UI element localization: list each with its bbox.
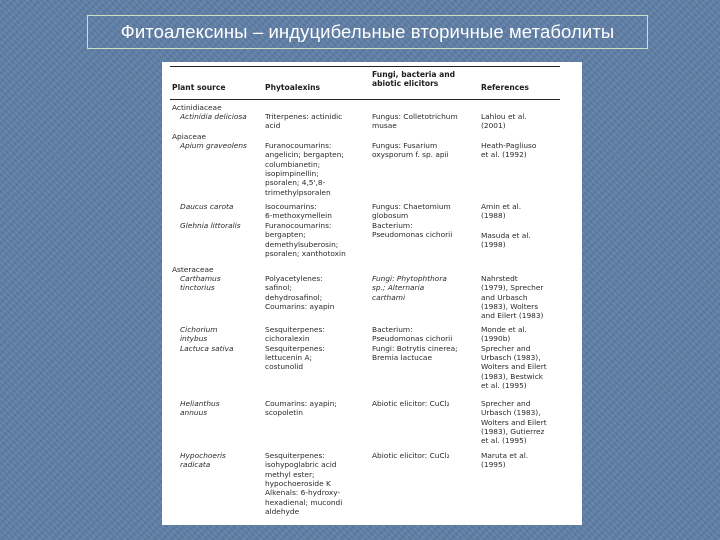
plant-daucus: Daucus carota: [180, 202, 234, 211]
elicitor-apium: Fungus: Fusarium oxysporum f. sp. apii: [372, 141, 449, 160]
slide-title: Фитоалексины – индуцибельные вторичные метаболиты: [87, 15, 648, 49]
elicitor-helianthus: Abiotic elicitor: CuCl₂: [372, 399, 450, 408]
phyto-daucus: Isocoumarins: 6-methoxymellein: [265, 202, 332, 221]
ref-daucus: Amin et al. (1988): [481, 202, 522, 221]
plant-apium: Apium graveolens: [180, 141, 247, 150]
ref-helianthus: Sprecher and Urbasch (1983), Wolters and Eilert (1983), Gutierrez et al. (1995): [481, 399, 547, 446]
family-actinidiaceae: Actinidiaceae: [172, 103, 222, 112]
elicitor-cichorium: Bacterium: Pseudomonas cichorii Fungi: Botrytis cinerea; Bremia lactucae: [372, 325, 458, 363]
ref-apium: Heath-Pagliuso et al. (1992): [481, 141, 537, 160]
phyto-apium: Furanocoumarins: angelicin; bergapten; columbianetin; isopimpinellin; psoralen; 4,5',8- trimethylpsoralen: [265, 141, 344, 197]
ref-glehnia: Masuda et al. (1998): [481, 231, 531, 250]
family-asteraceae: Asteraceae: [172, 265, 214, 274]
ref-carthamus: Nahrstedt (1979), Sprecher and Urbasch (1983), Wolters and Eilert (1983): [481, 274, 544, 321]
header-references: References: [481, 83, 529, 92]
plant-helianthus: Helianthus annuus: [180, 399, 220, 418]
elicitor-actinidia: Fungus: Colletotrichum musae: [372, 112, 458, 131]
plant-actinidia: Actinidia deliciosa: [180, 112, 247, 121]
table-header: [170, 66, 560, 100]
elicitor-carthamus: Fungi: Phytophthora sp.; Alternaria carthami: [372, 274, 447, 302]
plant-cichorium: Cichorium intybus Lactuca sativa: [180, 325, 234, 353]
plant-glehnia: Glehnia littoralis: [180, 221, 241, 230]
phyto-glehnia: Furanocoumarins: bergapten; demethylsuberosin; psoralen; xanthotoxin: [265, 221, 346, 259]
elicitor-hypochoeris: Abiotic elicitor: CuCl₂: [372, 451, 450, 460]
plant-carthamus: Carthamus tinctorius: [180, 274, 221, 293]
family-apiaceae: Apiaceae: [172, 132, 207, 141]
phyto-actinidia: Triterpenes: actinidic acid: [265, 112, 343, 131]
header-phytoalexins: Phytoalexins: [265, 83, 321, 92]
elicitor-glehnia: Bacterium: Pseudomonas cichorii: [372, 221, 453, 240]
table-image: [162, 62, 582, 525]
phyto-carthamus: Polyacetylenes: safinol; dehydrosafinol; Coumarins: ayapin: [265, 274, 335, 312]
header-elicitors: Fungi, bacteria and abiotic elicitors: [372, 70, 456, 88]
plant-hypochoeris: Hypochoeris radicata: [180, 451, 226, 470]
phyto-helianthus: Coumarins: ayapin; scopoletin: [265, 399, 337, 418]
ref-hypochoeris: Maruta et al. (1995): [481, 451, 529, 470]
phyto-cichorium: Sesquiterpenes: cichoralexin Sesquiterpenes: lettucenin A; costunolid: [265, 325, 325, 372]
phyto-hypochoeris: Sesquiterpenes: isohypoglabric acid methyl ester; hypochoeroside K Alkenals: 6-hydroxy- hexadienal; mucondi aldehyde: [265, 451, 343, 517]
header-plant-source: Plant source: [172, 83, 226, 92]
ref-cichorium: Monde et al. (1990b) Sprecher and Urbasch (1983), Wolters and Eilert (1983), Bestwick et al. (1995): [481, 325, 547, 391]
elicitor-daucus: Fungus: Chaetomium globosum: [372, 202, 451, 221]
ref-actinidia: Lahlou et al. (2001): [481, 112, 527, 131]
phytoalexin-table: [170, 66, 560, 517]
